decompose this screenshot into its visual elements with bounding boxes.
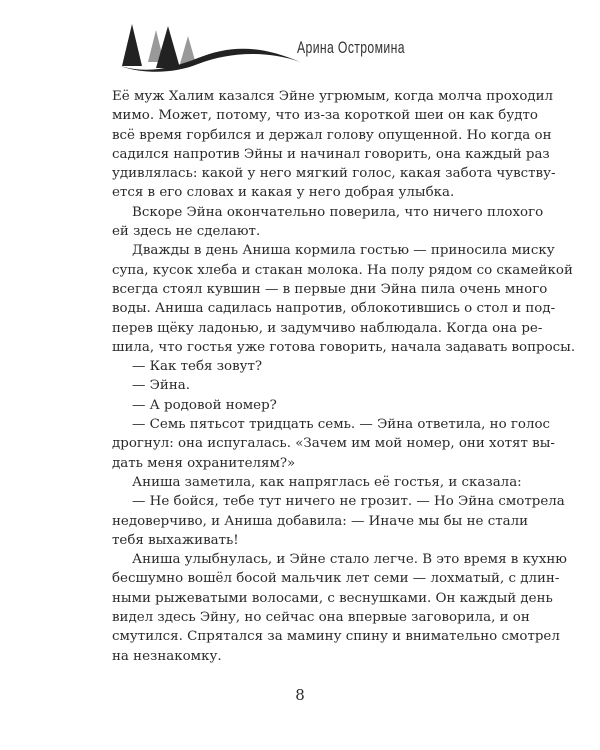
text-line: Аниша заметила, как напряглась её гостья, и сказала: <box>132 474 522 490</box>
text-line: шила, что гостья уже готова говорить, начала задавать вопросы. <box>112 339 576 355</box>
text-line: всегда стоял кувшин — в первые дни Эйна пила очень много <box>112 281 548 297</box>
text-line: тебя выхаживать! <box>112 532 239 548</box>
text-line: удивлялась: какой у него мягкий голос, какая забота чувству- <box>112 166 556 182</box>
page-number: 8 <box>295 686 305 704</box>
text-line: всё время горбился и держал голову опущенной. Но когда он <box>112 127 552 143</box>
text-line: супа, кусок хлеба и стакан молока. На полу рядом со скамейкой <box>112 262 573 278</box>
text-line: садился напротив Эйны и начинал говорить, она каждый раз <box>112 146 550 162</box>
text-line: — Как тебя зовут? <box>132 359 263 375</box>
text-line: недоверчиво, и Аниша добавила: — Иначе мы бы не стали <box>112 513 529 529</box>
pine-trees-hill-icon <box>118 22 318 72</box>
text-line: ей здесь не сделают. <box>112 224 261 240</box>
text-line: на незнакомку. <box>112 648 222 664</box>
text-line: — Эйна. <box>132 378 190 394</box>
text-line: перев щёку ладонью, и задумчиво наблюдала. Когда она ре- <box>112 320 543 336</box>
text-line: Аниша улыбнулась, и Эйне стало легче. В это время в кухню <box>132 552 567 568</box>
text-line: — Семь пятьсот тридцать семь. — Эйна ответила, но голос <box>132 417 551 433</box>
text-line: смутился. Спрятался за мамину спину и внимательно смотрел <box>112 629 560 645</box>
text-line: воды. Аниша садилась напротив, облокотившись о стол и под- <box>112 301 556 317</box>
text-line: Дважды в день Аниша кормила гостью — приносила миску <box>132 243 555 259</box>
page-body-text <box>112 87 576 666</box>
text-line: — Не бойся, тебе тут ничего не грозит. — Но Эйна смотрела <box>132 494 565 510</box>
running-header-author: Арина Остромина <box>297 38 405 57</box>
text-line: ными рыжеватыми волосами, с веснушками. Он каждый день <box>112 590 553 606</box>
text-line: бесшумно вошёл босой мальчик лет семи — лохматый, с длин- <box>112 571 560 587</box>
text-line: дать меня охранителям?» <box>112 455 296 471</box>
text-line: видел здесь Эйну, но сейчас она впервые заговорила, и он <box>112 610 530 626</box>
text-line: дрогнул: она испугалась. «Зачем им мой номер, они хотят вы- <box>112 436 555 452</box>
text-line: Её муж Халим казался Эйне угрюмым, когда молча проходил <box>112 89 554 104</box>
text-line: Вскоре Эйна окончательно поверила, что ничего плохого <box>132 204 544 220</box>
text-line: ется в его словах и какая у него добрая улыбка. <box>112 185 455 201</box>
text-line: мимо. Может, потому, что из-за короткой шеи он как будто <box>112 108 538 124</box>
text-line: — А родовой номер? <box>132 397 277 413</box>
